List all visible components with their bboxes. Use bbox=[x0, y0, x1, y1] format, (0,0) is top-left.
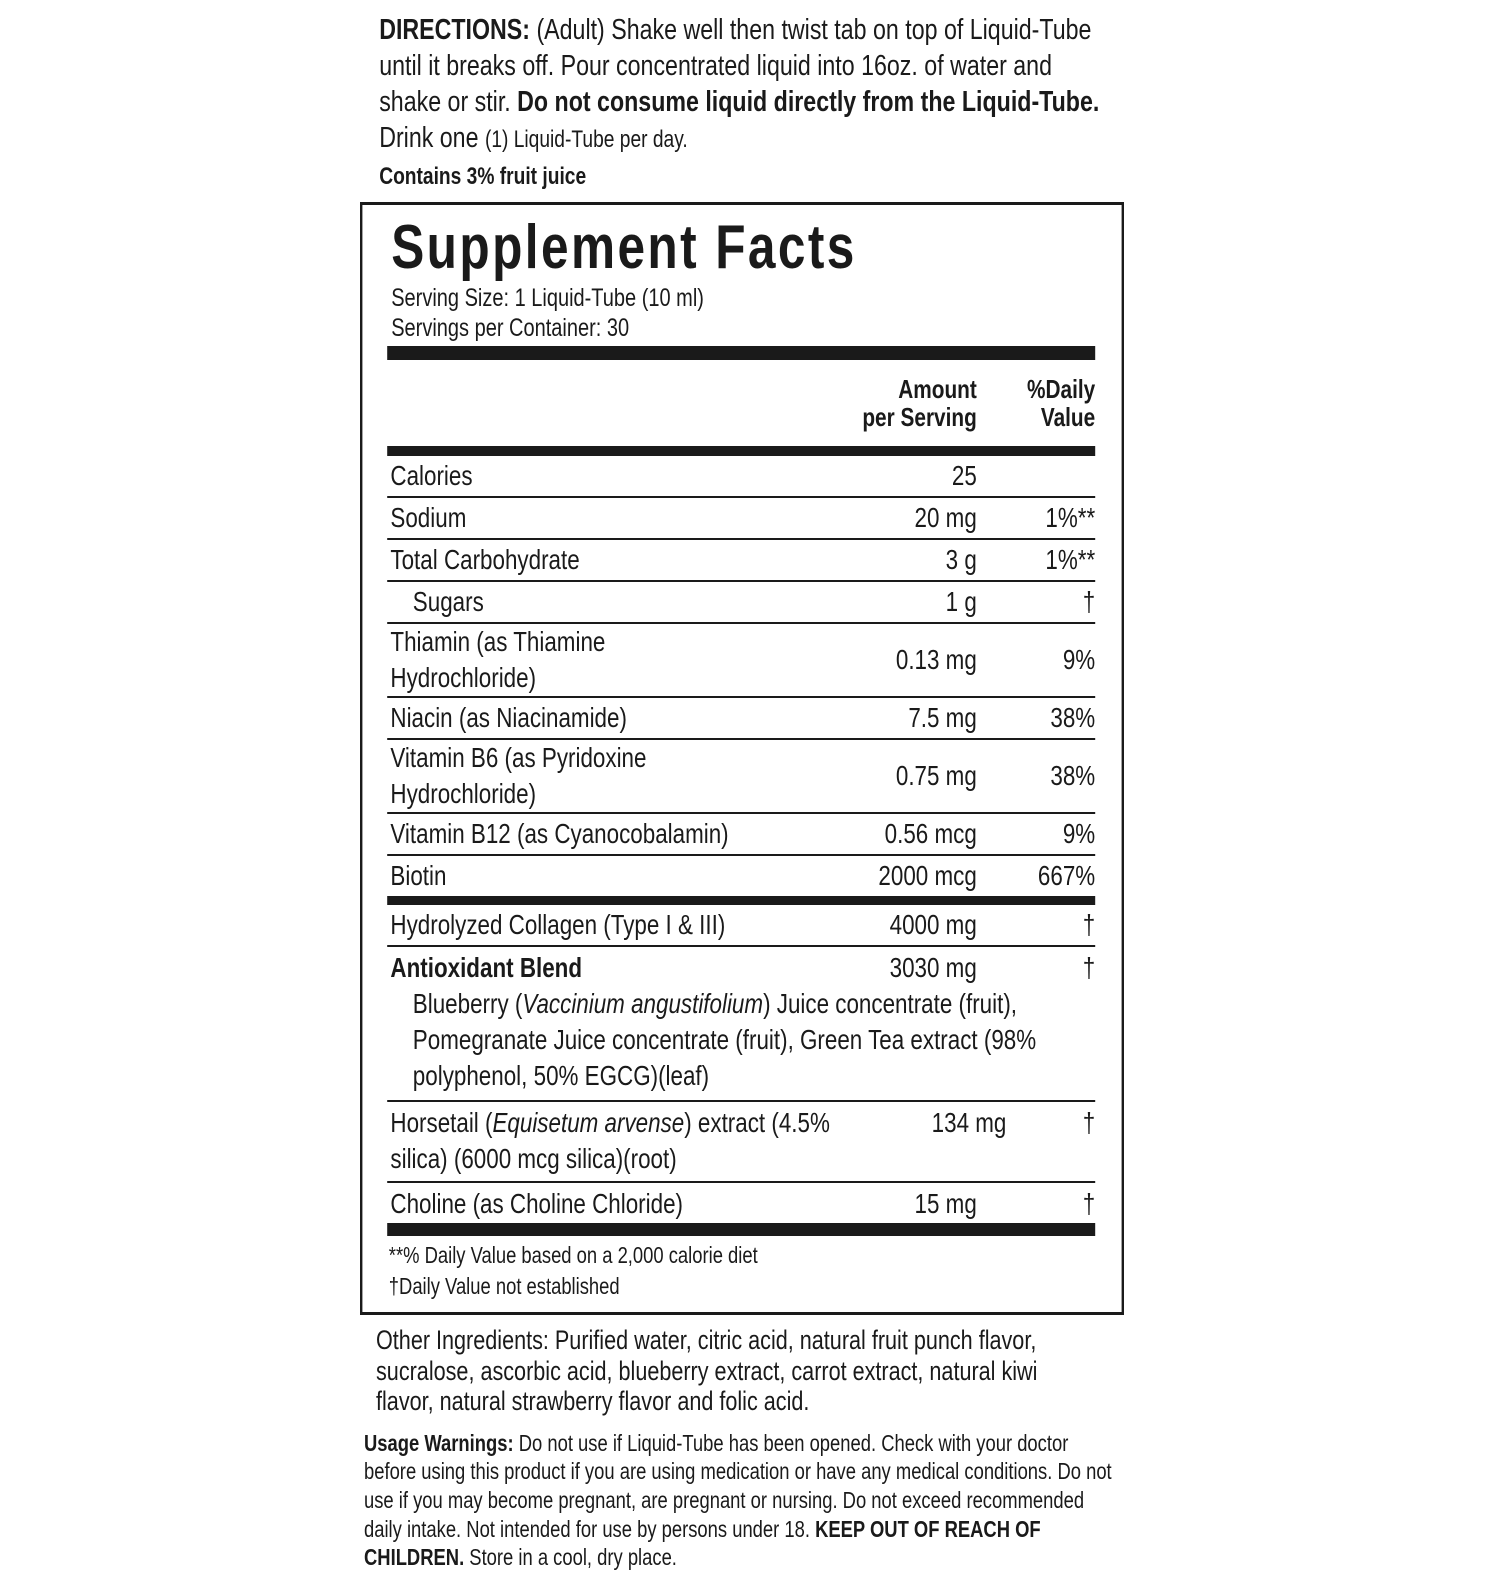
blend-ingredients: Blueberry (Vaccinium angustifolium) Juice concentrate (fruit), Pomegranate Juice concentrate (fruit), Green Tea extract (98% polyphenol, 50% EGCG)(leaf) bbox=[387, 986, 1073, 1094]
row-amount: 3030 mg bbox=[753, 950, 977, 986]
row-name: Total Carbohydrate bbox=[387, 542, 753, 578]
fruit-juice-note: Contains 3% fruit juice bbox=[379, 162, 1128, 192]
table-row bbox=[387, 740, 1095, 814]
row-amount: 20 mg bbox=[753, 500, 977, 536]
table-row bbox=[387, 456, 1095, 498]
facts-table bbox=[387, 346, 1095, 1302]
thick-divider bbox=[387, 446, 1095, 456]
label-column bbox=[360, 0, 1128, 1572]
row-name: Antioxidant Blend bbox=[387, 950, 753, 986]
serving-size: Serving Size: 1 Liquid-Tube (10 ml) bbox=[391, 283, 1121, 313]
row-name: Calories bbox=[387, 458, 753, 494]
storage-text: Store in a cool, dry place. bbox=[464, 1544, 677, 1570]
row-amount: 0.75 mg bbox=[753, 758, 977, 794]
row-amount: 0.56 mcg bbox=[753, 816, 977, 852]
row-name: Vitamin B12 (as Cyanocobalamin) bbox=[387, 816, 753, 852]
row-amount: 0.13 mg bbox=[753, 642, 977, 678]
row-name: Horsetail (Equisetum arvense) extract (4.5% silica) (6000 mcg silica)(root) bbox=[387, 1105, 838, 1177]
keep-out-warning: KEEP OUT OF REACH OF CHILDREN. bbox=[364, 1516, 1041, 1571]
row-dv: † bbox=[977, 1186, 1095, 1222]
table-row bbox=[387, 856, 1095, 905]
row-amount: 25 bbox=[753, 458, 977, 494]
row-name: Thiamin (as Thiamine Hydrochloride) bbox=[387, 624, 753, 696]
footnote-daily-value: **% Daily Value based on a 2,000 calorie diet bbox=[387, 1240, 1095, 1271]
table-row bbox=[387, 624, 1095, 698]
dv-header: %Daily Value bbox=[977, 375, 1095, 431]
row-dv: † bbox=[977, 907, 1095, 943]
row-dv: 38% bbox=[977, 758, 1095, 794]
table-row bbox=[387, 540, 1095, 582]
directions-text bbox=[379, 12, 1119, 158]
table-row-choline bbox=[387, 1183, 1095, 1223]
row-name: Sodium bbox=[387, 500, 753, 536]
supplement-facts-panel bbox=[360, 202, 1124, 1315]
panel-title: Supplement Facts bbox=[391, 213, 1121, 283]
table-row bbox=[387, 582, 1095, 624]
footnote-not-established: †Daily Value not established bbox=[387, 1271, 1095, 1302]
row-dv: 38% bbox=[977, 700, 1095, 736]
thick-divider bbox=[387, 346, 1095, 360]
row-name: Sugars bbox=[387, 584, 753, 620]
table-row bbox=[387, 698, 1095, 740]
row-dv: 1%** bbox=[977, 500, 1095, 536]
row-name: Hydrolyzed Collagen (Type I & III) bbox=[387, 907, 753, 943]
other-ingredients: Other Ingredients: Purified water, citric acid, natural fruit punch flavor, sucralose, ascorbic acid, blueberry extract, carrot extract, natural kiwi flavor, natural strawberry flavor and folic acid. bbox=[376, 1325, 1080, 1417]
table-row bbox=[387, 905, 1095, 947]
servings-per-container: Servings per Container: 30 bbox=[391, 313, 1121, 343]
row-dv: † bbox=[977, 950, 1095, 986]
amount-header: Amount per Serving bbox=[753, 375, 977, 431]
row-dv: 667% bbox=[977, 858, 1095, 894]
row-amount: 3 g bbox=[753, 542, 977, 578]
row-dv: 9% bbox=[977, 642, 1095, 678]
row-name: Biotin bbox=[387, 858, 753, 894]
row-amount: 7.5 mg bbox=[753, 700, 977, 736]
row-amount: 15 mg bbox=[753, 1186, 977, 1222]
row-dv: † bbox=[977, 584, 1095, 620]
table-row bbox=[387, 498, 1095, 540]
directions-label: DIRECTIONS: bbox=[379, 14, 530, 46]
row-dv: † bbox=[1006, 1105, 1095, 1177]
row-amount: 2000 mcg bbox=[753, 858, 977, 894]
thick-divider bbox=[387, 1223, 1095, 1236]
row-name: Choline (as Choline Chloride) bbox=[387, 1186, 753, 1222]
directions-body-3: (1) Liquid-Tube per day. bbox=[485, 126, 688, 153]
row-name: Vitamin B6 (as Pyridoxine Hydrochloride) bbox=[387, 740, 753, 812]
usage-warnings bbox=[364, 1429, 1112, 1572]
table-header bbox=[387, 360, 1095, 446]
row-dv: 1%** bbox=[977, 542, 1095, 578]
directions-body-2: Drink one bbox=[379, 122, 485, 154]
row-amount: 1 g bbox=[753, 584, 977, 620]
row-dv: 9% bbox=[977, 816, 1095, 852]
directions-body: (Adult) Shake well then twist tab on top of Liquid-Tube until it breaks off. Pour concentrated liquid into 16oz. of water and shake or stir. bbox=[379, 14, 1091, 118]
warnings-text: Do not use if Liquid-Tube has been opened. Check with your doctor before using this product if you are using medication or have any medical conditions. Do not use if you may become pregnant, are pregnant or nursing. Do not exceed recommended daily intake. Not intended for use by persons under 18. bbox=[364, 1430, 1112, 1542]
table-row-antioxidant-blend bbox=[387, 947, 1095, 1102]
table-row bbox=[387, 814, 1095, 856]
directions-warning: Do not consume liquid directly from the Liquid-Tube. bbox=[517, 86, 1099, 118]
warnings-label: Usage Warnings: bbox=[364, 1430, 514, 1456]
row-name: Niacin (as Niacinamide) bbox=[387, 700, 753, 736]
table-row-horsetail bbox=[387, 1102, 1095, 1183]
row-amount: 134 mg bbox=[838, 1105, 1006, 1177]
row-amount: 4000 mg bbox=[753, 907, 977, 943]
